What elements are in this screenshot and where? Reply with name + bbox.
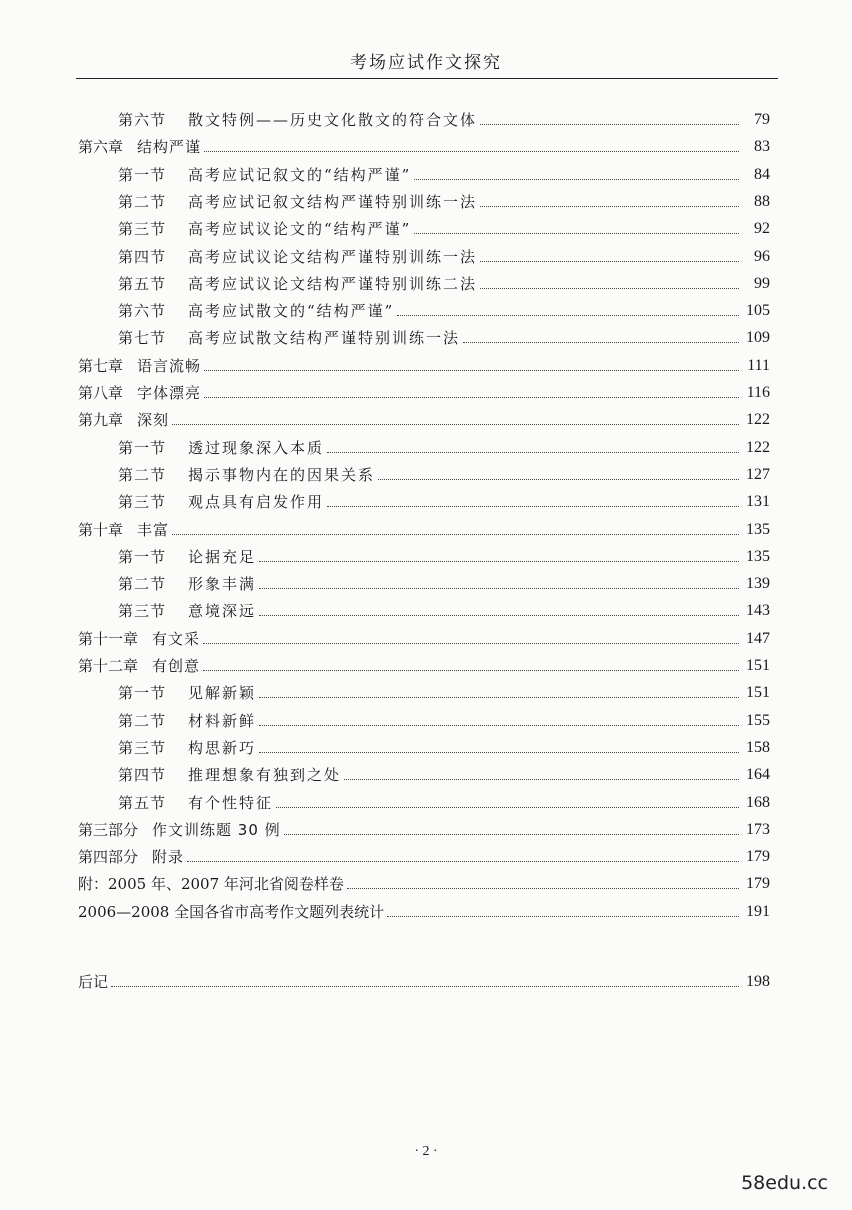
toc-entry <box>0 324 852 348</box>
toc-entry <box>0 243 852 267</box>
toc-entry-number: 第六节 <box>118 302 167 321</box>
dot-leader <box>387 916 739 917</box>
toc-entry <box>0 816 852 840</box>
toc-entry-title: 结构严谨 <box>137 138 202 157</box>
toc-entry-number: 第五节 <box>118 793 167 812</box>
watermark: 58edu.cc <box>741 1172 828 1194</box>
toc-entry-page: 147 <box>746 629 770 647</box>
toc-entry-number: 第八章 <box>78 384 124 402</box>
toc-entry-page: 96 <box>754 247 770 265</box>
toc-entry-page: 151 <box>746 684 770 702</box>
toc-entry-title: 有个性特征 <box>188 793 274 812</box>
dot-leader <box>480 288 739 289</box>
toc-entry-title: 观点具有启发作用 <box>188 493 325 512</box>
toc-entry-title: 高考应试散文的“结构严谨” <box>188 302 395 321</box>
toc-entry-number: 第一节 <box>118 165 167 184</box>
toc-entry-number: 第六章 <box>78 138 124 157</box>
toc-entry-number: 第三节 <box>118 493 167 512</box>
toc-entry-number: 第十二章 <box>78 657 139 675</box>
toc-entry-page: 198 <box>746 973 770 990</box>
dot-leader <box>172 424 739 425</box>
toc-entry <box>0 625 852 649</box>
toc-entry-page: 99 <box>754 274 770 292</box>
toc-entry-title: 散文特例——历史文化散文的符合文体 <box>188 111 478 129</box>
toc-entry-page: 173 <box>746 820 770 838</box>
toc-entry-title: 高考应试散文结构严谨特别训练一法 <box>188 329 461 348</box>
dot-leader <box>327 506 739 507</box>
toc-entry <box>0 106 852 130</box>
toc-entry-page: 155 <box>746 711 770 729</box>
toc-entry-title: 附录 <box>152 848 185 867</box>
dot-leader <box>111 986 739 987</box>
toc-entry-title: 构思新巧 <box>188 738 257 757</box>
toc-entry-number: 第一节 <box>118 438 167 457</box>
dot-leader <box>378 479 739 480</box>
toc-entry <box>0 843 852 867</box>
dot-leader <box>414 179 739 180</box>
toc-entry-page: 88 <box>754 192 770 210</box>
toc-entry-title: 附：2005 年、2007 年河北省阅卷样卷 <box>78 875 344 894</box>
dot-leader <box>204 397 739 398</box>
dot-leader <box>187 861 739 862</box>
toc-entry-page: 168 <box>746 793 770 811</box>
toc-entry-title: 形象丰满 <box>188 575 257 594</box>
toc-entry <box>0 379 852 403</box>
toc-entry-page: 158 <box>746 738 770 756</box>
toc-entry-number: 第五节 <box>118 274 167 293</box>
toc-entry <box>0 761 852 785</box>
toc-entry <box>0 297 852 321</box>
page-header-title: 考场应试作文探究 <box>350 53 502 73</box>
toc-entry-title: 意境深远 <box>188 602 257 621</box>
toc-entry <box>0 161 852 185</box>
toc-entry-title: 透过现象深入本质 <box>188 438 325 457</box>
toc-entry <box>0 898 852 922</box>
toc-entry-page: 131 <box>746 493 770 511</box>
toc-entry-number: 第一节 <box>118 684 167 703</box>
dot-leader <box>344 779 739 780</box>
toc-entry-number: 第三部分 <box>78 820 139 839</box>
toc-entry-title: 丰富 <box>137 520 170 539</box>
toc-entry-number: 第四节 <box>118 247 167 266</box>
toc-entry-number: 第七节 <box>118 329 167 348</box>
toc-entry <box>0 789 852 813</box>
dot-leader <box>259 697 739 698</box>
toc-entry-title: 论据充足 <box>188 547 257 566</box>
dot-leader <box>327 452 739 453</box>
toc-entry-title: 高考应试记叙文结构严谨特别训练一法 <box>188 192 478 211</box>
toc-entry-title: 深刻 <box>137 411 170 430</box>
toc-entry-page: 179 <box>746 875 770 893</box>
dot-leader <box>480 206 739 207</box>
toc-entry-page: 164 <box>746 766 770 784</box>
toc-entry-title: 后记 <box>78 973 109 991</box>
toc-entry-number: 第六节 <box>118 111 167 129</box>
toc-entry-number: 第十一章 <box>78 629 139 648</box>
toc-entry-page: 116 <box>746 384 770 401</box>
dot-leader <box>172 534 739 535</box>
toc-entry <box>0 707 852 731</box>
dot-leader <box>204 370 739 371</box>
toc-entry <box>0 434 852 458</box>
toc-entry-page: 139 <box>746 575 770 593</box>
dot-leader <box>259 615 739 616</box>
toc-entry <box>0 270 852 294</box>
dot-leader <box>203 643 739 644</box>
toc-entry-page: 83 <box>754 138 770 156</box>
toc-entry-page: 111 <box>747 356 770 374</box>
toc-entry-number: 第二节 <box>118 465 167 484</box>
toc-entry-page: 92 <box>754 220 770 238</box>
toc-entry-number: 第二节 <box>118 575 167 594</box>
toc-entry-page: 122 <box>746 438 770 456</box>
toc-entry-title: 作文训练题 30 例 <box>152 820 281 839</box>
toc-entry <box>0 652 852 676</box>
dot-leader <box>480 124 739 125</box>
toc-entry-title: 高考应试议论文的“结构严谨” <box>188 220 412 239</box>
toc-entry-title: 高考应试议论文结构严谨特别训练一法 <box>188 247 478 266</box>
toc-entry <box>0 215 852 239</box>
toc-entry-title: 2006—2008 全国各省市高考作文题列表统计 <box>78 902 385 921</box>
dot-leader <box>347 888 739 889</box>
toc-entry <box>0 734 852 758</box>
dot-leader <box>203 670 739 671</box>
dot-leader <box>480 261 739 262</box>
toc-entry-title: 材料新鲜 <box>188 711 257 730</box>
toc-entry-title: 高考应试议论文结构严谨特别训练二法 <box>188 274 478 293</box>
toc-entry-number: 第三节 <box>118 738 167 757</box>
page-number: · 2 · <box>414 1144 438 1159</box>
toc-entry-number: 第三节 <box>118 602 167 621</box>
toc-entry-title: 推理想象有独到之处 <box>188 766 342 785</box>
toc-entry <box>0 133 852 157</box>
dot-leader <box>259 725 739 726</box>
toc-entry <box>0 968 852 992</box>
toc-entry-page: 109 <box>746 329 770 347</box>
toc-entry-page: 179 <box>746 848 770 866</box>
toc-entry <box>0 679 852 703</box>
dot-leader <box>414 233 739 234</box>
toc-entry-title: 有创意 <box>152 657 201 675</box>
toc-entry <box>0 516 852 540</box>
dot-leader <box>259 752 739 753</box>
toc-entry <box>0 570 852 594</box>
toc-entry-number: 第四节 <box>118 766 167 785</box>
toc-entry-number: 第三节 <box>118 220 167 239</box>
toc-entry-page: 84 <box>754 165 770 183</box>
dot-leader <box>276 807 739 808</box>
toc-entry-number: 第十章 <box>78 520 124 539</box>
dot-leader <box>259 561 739 562</box>
dot-leader <box>259 588 739 589</box>
toc-entry-title: 见解新颖 <box>188 684 257 703</box>
toc-entry-page: 127 <box>746 465 770 483</box>
toc-entry-page: 122 <box>746 411 770 429</box>
toc-entry-title: 揭示事物内在的因果关系 <box>188 465 376 484</box>
dot-leader <box>204 151 739 152</box>
toc-entry-number: 第一节 <box>118 547 167 566</box>
toc-entry-page: 135 <box>746 520 770 538</box>
toc-entry-title: 有文采 <box>152 629 201 648</box>
toc-entry-title: 字体漂亮 <box>137 384 202 402</box>
toc-entry-page: 191 <box>746 902 770 920</box>
toc-entry-number: 第九章 <box>78 411 124 430</box>
toc-entry <box>0 870 852 894</box>
toc-entry <box>0 488 852 512</box>
toc-entry-page: 105 <box>746 302 770 320</box>
toc-entry-page: 79 <box>754 111 770 128</box>
dot-leader <box>463 342 739 343</box>
dot-leader <box>284 834 739 835</box>
toc-entry-number: 第四部分 <box>78 848 139 867</box>
toc-entry-page: 151 <box>746 657 770 674</box>
toc-entry-page: 143 <box>746 602 770 620</box>
dot-leader <box>397 315 739 316</box>
toc-entry-number: 第二节 <box>118 711 167 730</box>
toc-entry-number: 第二节 <box>118 192 167 211</box>
toc-entry-page: 135 <box>746 547 770 565</box>
toc-entry-number: 第七章 <box>78 356 124 375</box>
toc-entry <box>0 461 852 485</box>
toc-entry <box>0 188 852 212</box>
toc-entry <box>0 352 852 376</box>
toc-entry-title: 语言流畅 <box>137 356 202 375</box>
toc-entry <box>0 597 852 621</box>
toc-entry-title: 高考应试记叙文的“结构严谨” <box>188 165 412 184</box>
toc-entry <box>0 543 852 567</box>
toc-entry <box>0 406 852 430</box>
